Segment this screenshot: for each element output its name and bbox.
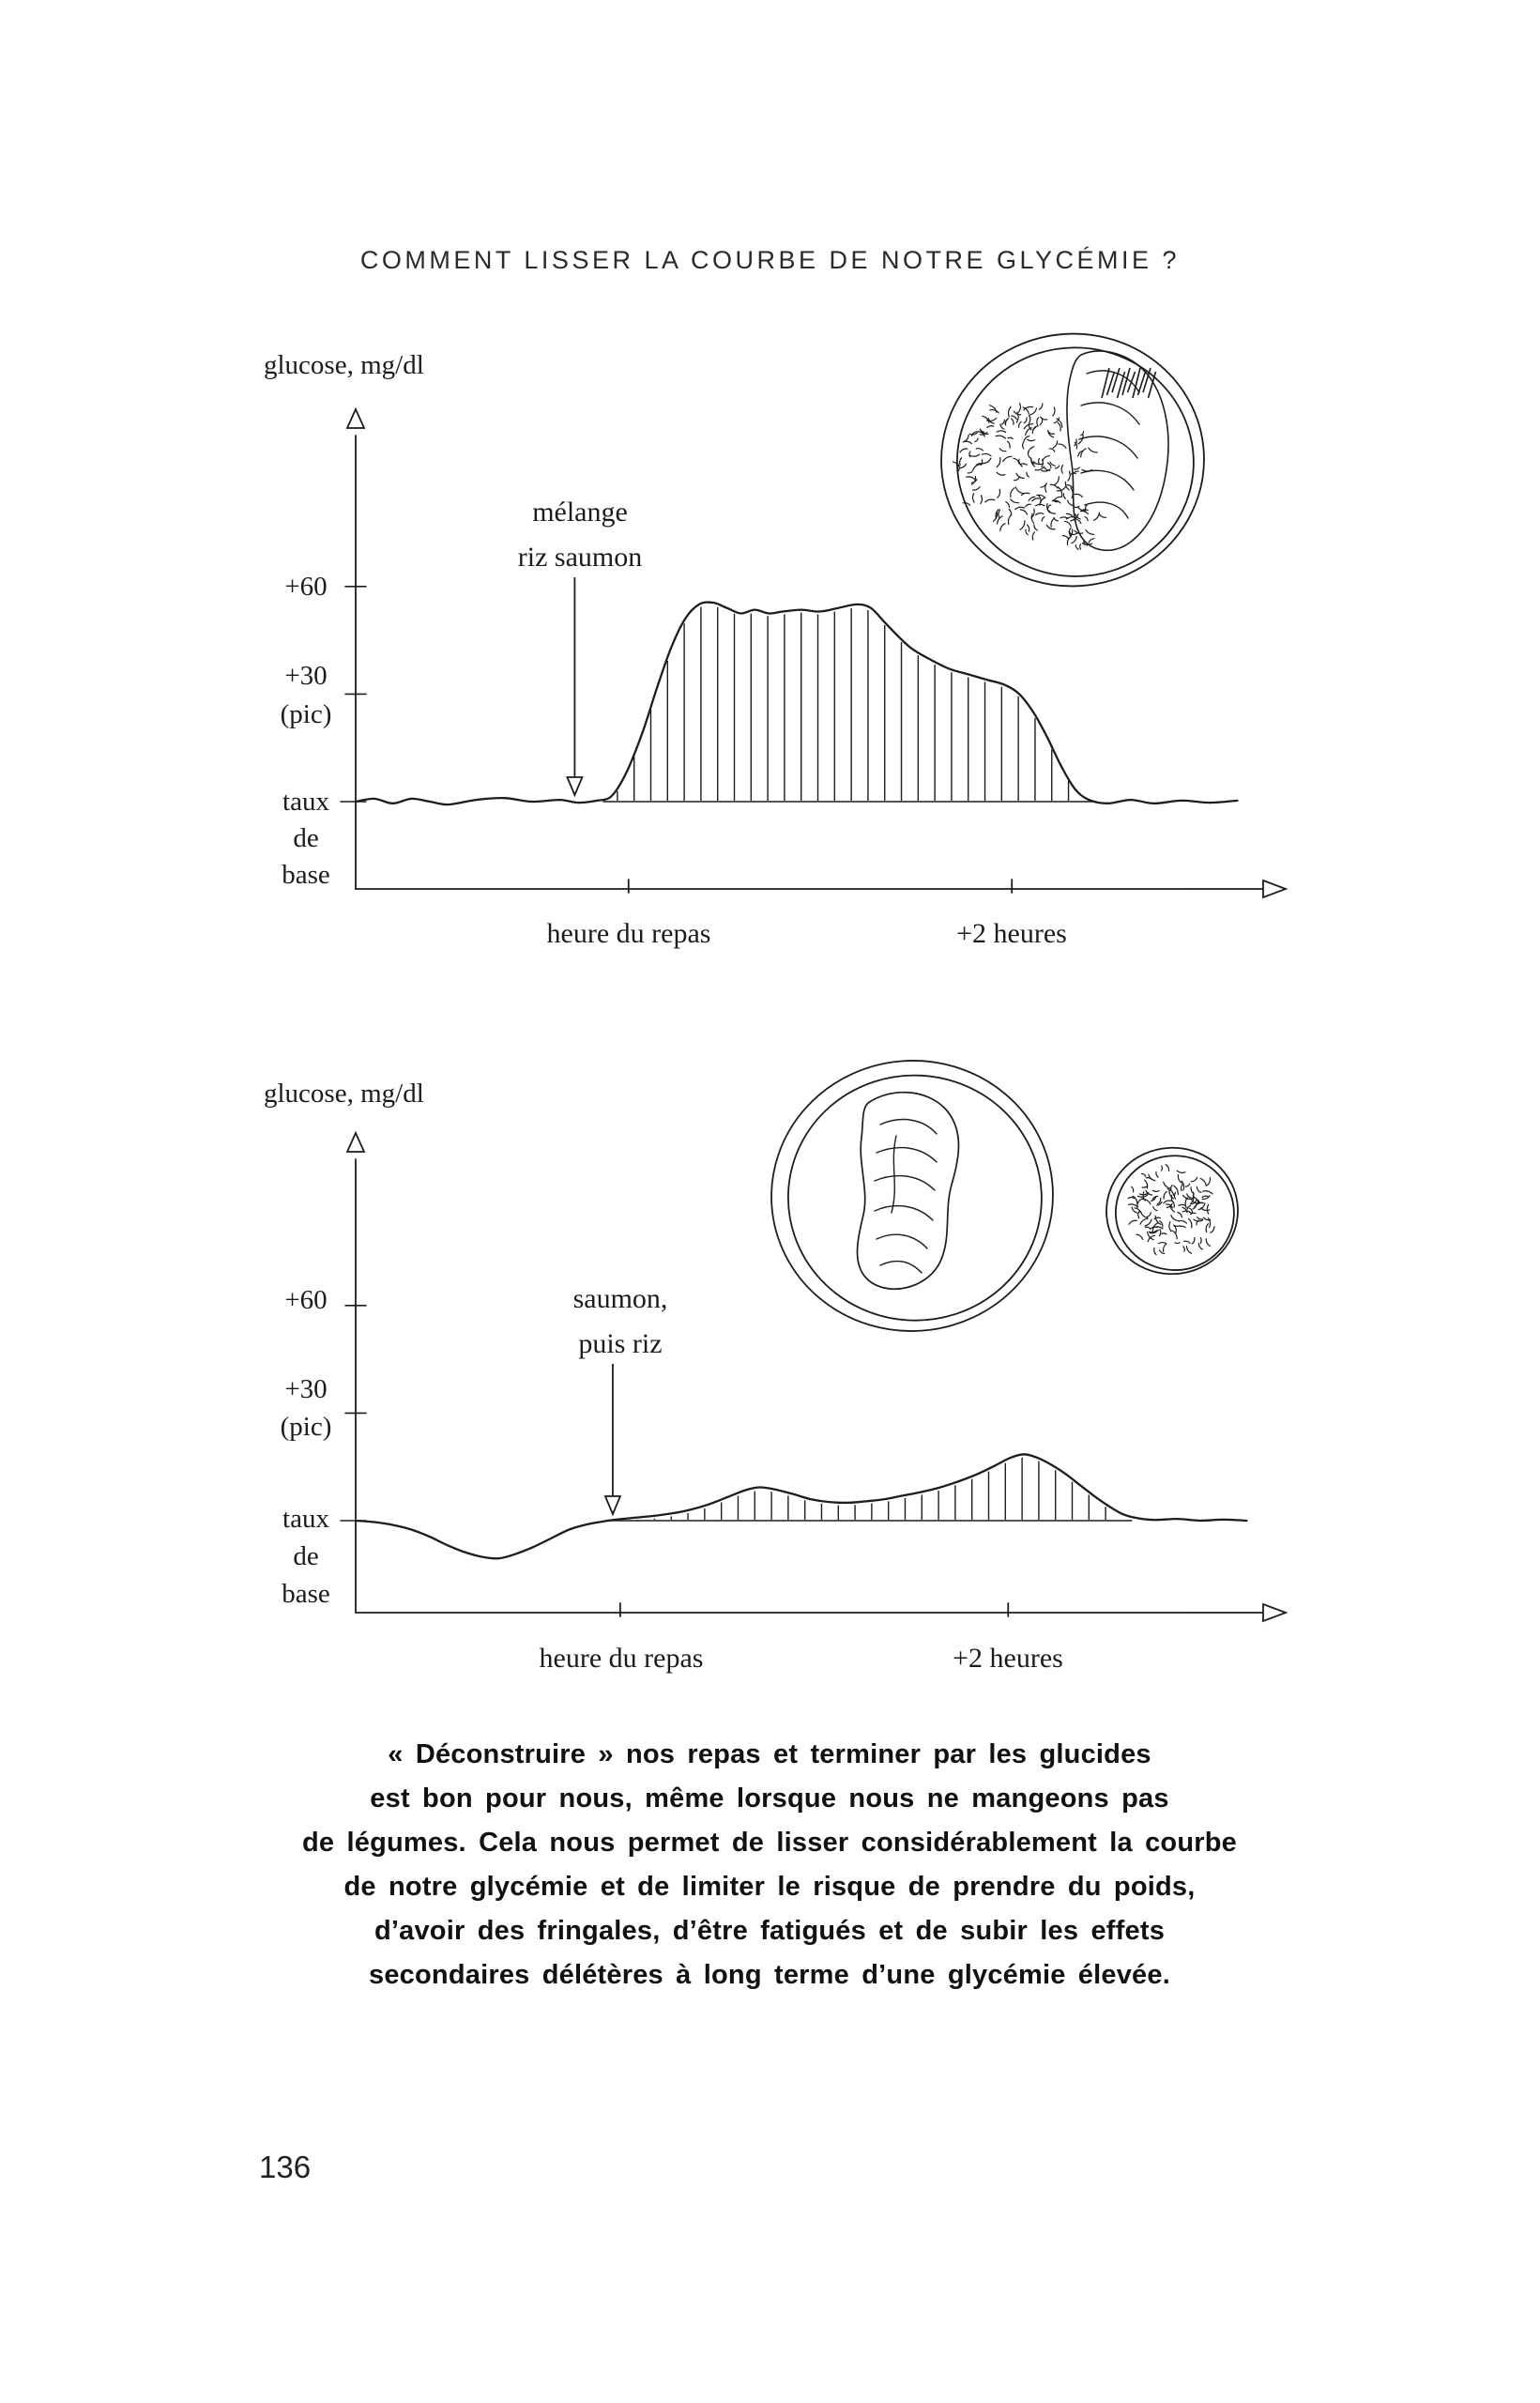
glucose-curve xyxy=(356,1454,1246,1558)
chart1-ytick-taux: taux xyxy=(282,787,329,817)
page-number: 136 xyxy=(259,2150,312,2184)
chart2-ytick-plus30: +30 xyxy=(284,1374,328,1404)
chart1-annotation-line1: mélange xyxy=(532,497,628,528)
chart2-ytick-taux: taux xyxy=(282,1504,329,1534)
plate-rim xyxy=(933,325,1212,595)
plate-rim xyxy=(762,1051,1061,1340)
rice-scribbles xyxy=(1062,505,1105,550)
annotation-arrow xyxy=(605,1364,620,1514)
chart2-ytick-pic: (pic) xyxy=(280,1412,332,1442)
chart1-ytick-de: de xyxy=(293,823,319,853)
chart1-y-axis-label: glucose, mg/dl xyxy=(264,350,424,380)
figure-caption xyxy=(160,1733,1380,1997)
chart-axes xyxy=(341,1133,1286,1621)
salmon-fillet xyxy=(858,1093,959,1290)
chart1-xtick-plus-2h: +2 heures xyxy=(956,918,1067,949)
glucose-curve xyxy=(356,603,1238,805)
caption-line: est bon pour nous, même lorsque nous ne mangeons pas xyxy=(370,1783,1169,1814)
curve-hatching xyxy=(638,1458,1105,1521)
rice-scribbles xyxy=(1128,1165,1214,1255)
caption-line: de notre glycémie et de limiter le risque de prendre du poids, xyxy=(343,1872,1196,1902)
chart-axes xyxy=(341,409,1286,897)
chart2-xtick-meal-time: heure du repas xyxy=(539,1643,704,1674)
plate-rim xyxy=(1102,1143,1242,1278)
caption-line: secondaires délétères à long terme d’une glycémie élevée. xyxy=(369,1960,1170,1990)
curve-hatching xyxy=(618,607,1069,801)
chart2-ytick-plus60: +60 xyxy=(284,1285,328,1315)
chart1-meal-annotation xyxy=(449,490,711,580)
chart1-xtick-meal-time: heure du repas xyxy=(546,918,711,949)
chart1-ytick-pic: (pic) xyxy=(280,699,332,729)
annotation-arrow xyxy=(567,577,582,795)
chart1-ytick-base: base xyxy=(282,860,330,890)
chart2-annotation-line1: saumon, xyxy=(572,1283,668,1314)
chart1-annotation-line2: riz saumon xyxy=(517,542,643,573)
bowl-of-mixed-rice-and-salmon-illustration xyxy=(933,325,1212,595)
caption-line: d’avoir des fringales, d’être fatigués et de subir les effets xyxy=(374,1916,1166,1946)
page-heading: COMMENT LISSER LA COURBE DE NOTRE GLYCÉMIE ? xyxy=(359,246,1181,274)
chart1-ytick-plus60: +60 xyxy=(284,572,328,602)
chart2-meal-annotation xyxy=(497,1277,743,1367)
caption-line: « Déconstruire » nos repas et terminer par les glucides xyxy=(388,1739,1151,1769)
plate-of-salmon-illustration xyxy=(762,1051,1061,1340)
chart2-annotation-line2: puis riz xyxy=(578,1328,663,1359)
chart2-xtick-plus-2h: +2 heures xyxy=(953,1643,1063,1674)
glucose-chart-2 xyxy=(310,1028,1351,1652)
caption-line: de légumes. Cela nous permet de lisser considérablement la courbe xyxy=(302,1828,1237,1858)
chart2-ytick-base: base xyxy=(282,1579,330,1609)
bowl-of-rice-illustration xyxy=(1102,1143,1242,1278)
chart2-y-axis-label: glucose, mg/dl xyxy=(264,1079,424,1109)
glucose-chart-1 xyxy=(310,310,1351,929)
chart1-ytick-plus30: +30 xyxy=(284,661,328,691)
chart2-ytick-de: de xyxy=(293,1541,319,1571)
